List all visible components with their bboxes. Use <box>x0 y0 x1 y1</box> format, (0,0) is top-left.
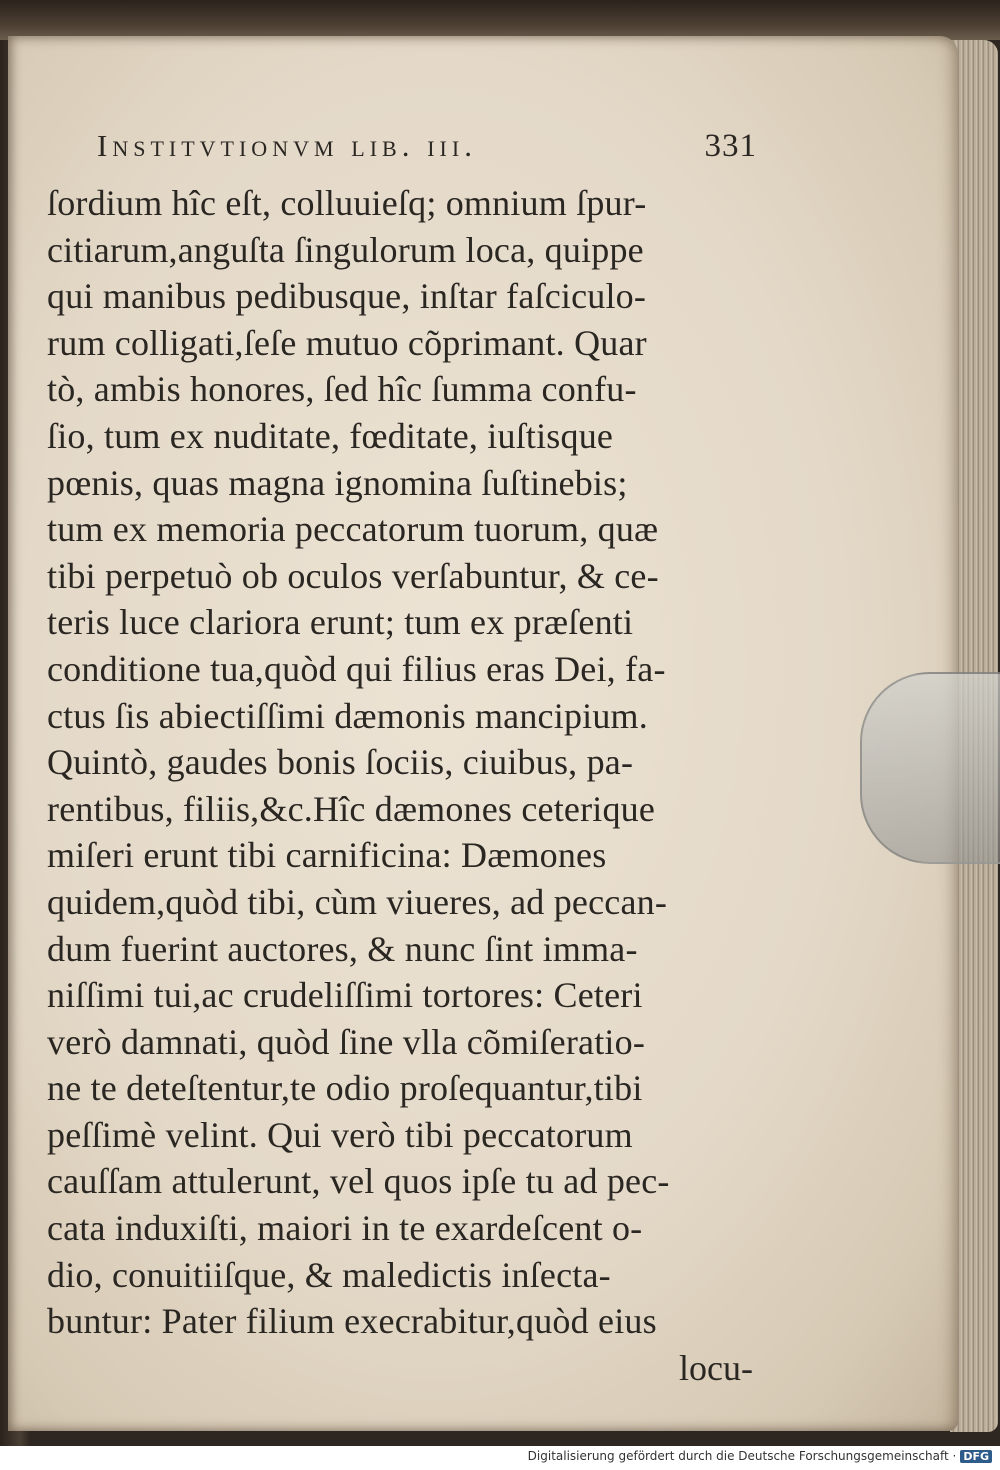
text-lines <box>47 180 767 1345</box>
text-line: cata induxiſti, maiori in te exardeſcent o- <box>47 1208 643 1249</box>
text-line: quidem,quòd tibi, cùm viueres, ad peccan- <box>47 881 668 922</box>
text-line: dum fuerint auctores, & nunc ſint imma- <box>47 928 638 969</box>
text-line: pœnis, quas magna ignomina ſuſtinebis; <box>47 462 628 503</box>
text-line: verò damnati, quòd ſine vlla cõmiſeratio- <box>47 1021 646 1062</box>
footer-credit-text: Digitalisierung gefördert durch die Deutsche Forschungsgemeinschaft · <box>527 1449 957 1463</box>
dfg-logo: DFG <box>960 1450 992 1463</box>
text-line: Quintò, gaudes bonis ſociis, ciuibus, pa- <box>47 742 634 783</box>
text-line: tum ex memoria peccatorum tuorum, quæ <box>47 509 659 550</box>
text-line: teris luce clariora erunt; tum ex præſenti <box>47 602 634 643</box>
text-line: tibi perpetuò ob oculos verſabuntur, & ce- <box>47 555 659 596</box>
text-line: buntur: Pater filium execrabitur,quòd eius <box>47 1301 657 1342</box>
text-line: qui manibus pedibusque, inſtar faſciculo- <box>47 276 647 317</box>
running-head-title: Institvtionvm lib. iii. <box>97 128 477 163</box>
text-line: niſſimi tui,ac crudeliſſimi tortores: Ceteri <box>47 975 643 1016</box>
text-line: ne te deteſtentur,te odio proſequantur,tibi <box>47 1068 643 1109</box>
catchword: locu- <box>679 1347 753 1388</box>
text-line: peſſimè velint. Qui verò tibi peccatorum <box>47 1114 633 1155</box>
text-line: conditione tua,quòd qui filius eras Dei, fa- <box>47 648 666 689</box>
page-text-block <box>47 120 767 1391</box>
text-line: dio, conuitiiſque, & maledictis inſecta- <box>47 1254 611 1295</box>
text-line: ctus ſis abiectiſſimi dæmonis mancipium. <box>47 695 648 736</box>
text-line: miſeri erunt tibi carnificina: Dæmones <box>47 835 607 876</box>
text-line: ſio, tum ex nuditate, fœditate, iuſtisque <box>47 415 614 456</box>
text-line: tò, ambis honores, ſed hîc ſumma confu- <box>47 369 637 410</box>
running-head <box>47 120 767 180</box>
text-line: citiarum,anguſta ſingulorum loca, quippe <box>47 229 644 270</box>
text-line: cauſſam attulerunt, vel quos ipſe tu ad pec- <box>47 1161 670 1202</box>
text-line: rentibus, filiis,&c.Hîc dæmones ceterique <box>47 788 656 829</box>
folio-number: 331 <box>704 128 757 164</box>
binding-edge <box>0 0 1000 40</box>
footer-credit <box>528 1449 992 1463</box>
footer-bar <box>0 1446 1000 1470</box>
text-line: ſordium hîc eſt, colluuieſq; omnium ſpur- <box>47 183 647 223</box>
text-line: rum colligati,ſeſe mutuo cõprimant. Quar <box>47 322 647 363</box>
page-clip <box>860 672 1000 864</box>
